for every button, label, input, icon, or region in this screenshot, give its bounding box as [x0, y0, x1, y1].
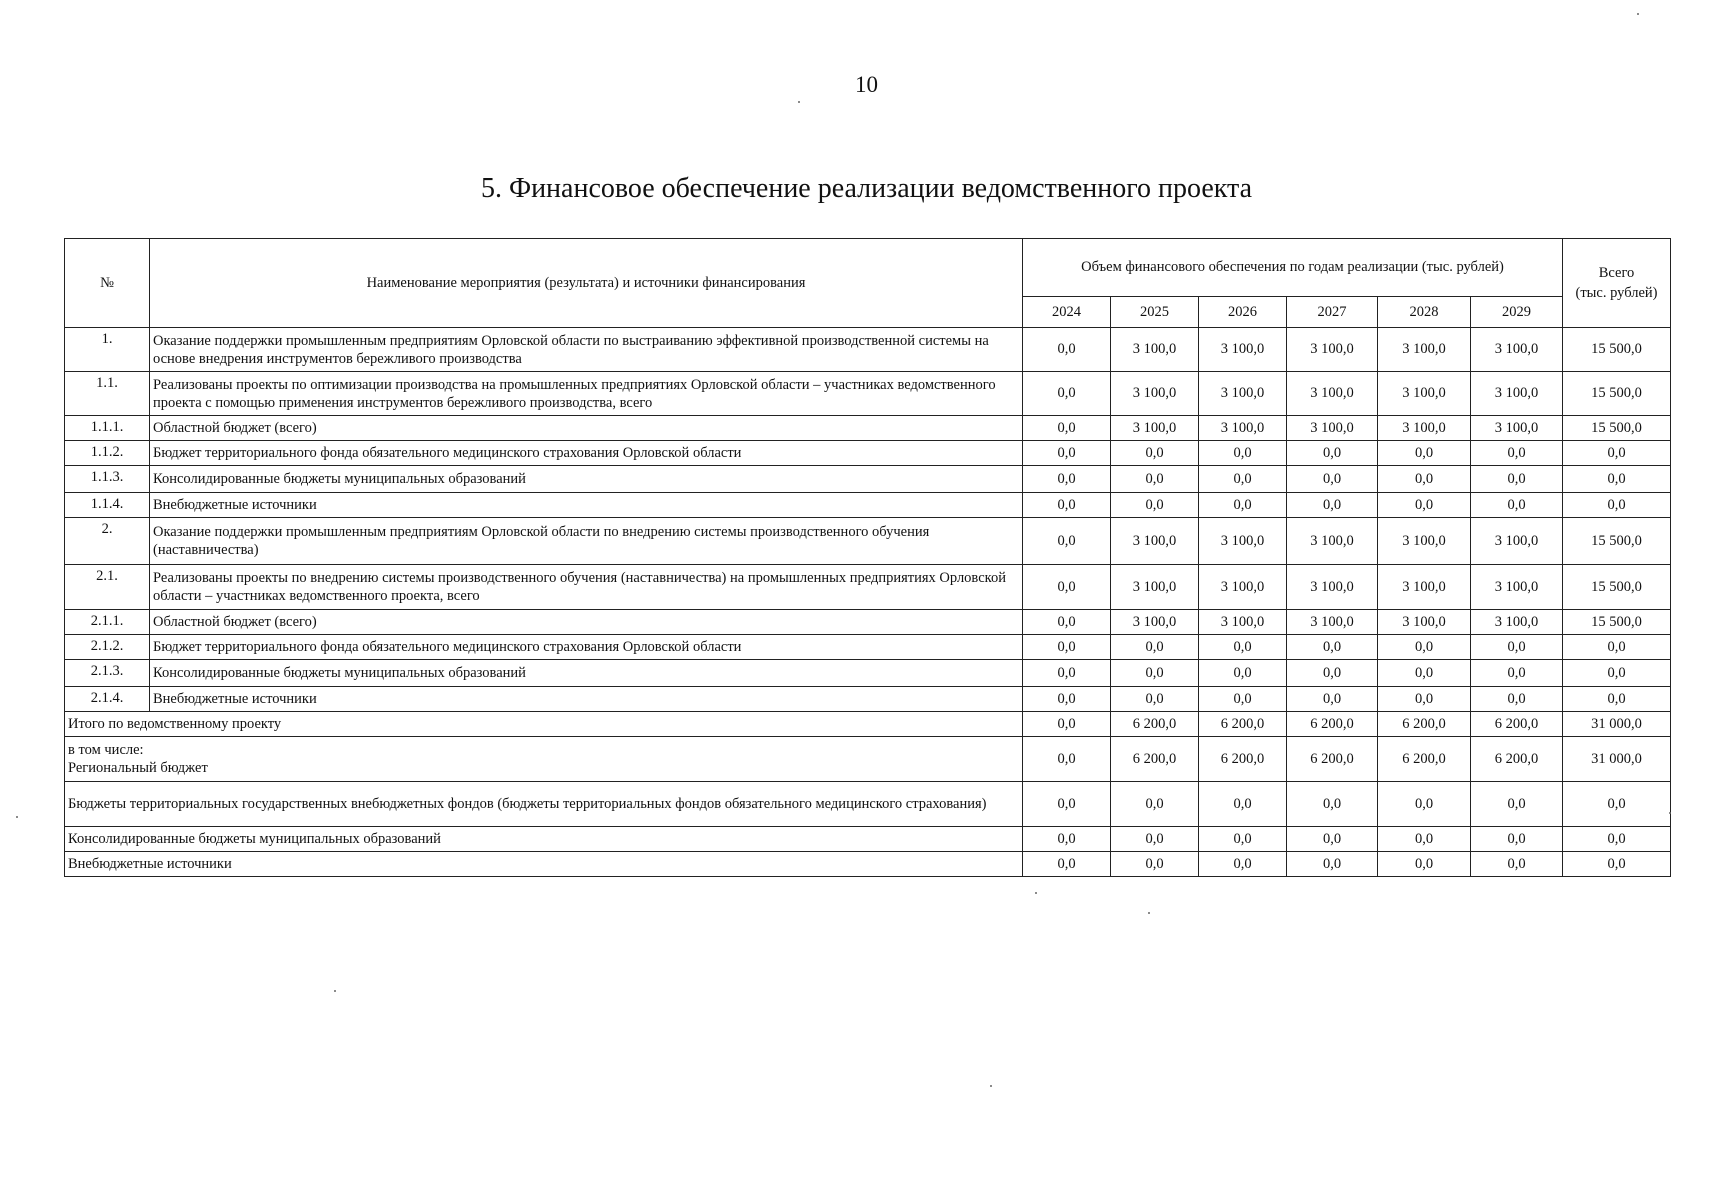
table-row: [65, 610, 1671, 635]
header-year: 2028: [1378, 297, 1471, 328]
row-total: 15 500,0: [1563, 372, 1671, 416]
scan-speck: [1035, 892, 1037, 894]
summary-value: 0,0: [1287, 827, 1378, 852]
scan-speck: [1637, 13, 1639, 15]
row-value: 3 100,0: [1287, 518, 1378, 565]
summary-total: 31 000,0: [1563, 737, 1671, 782]
header-year: 2025: [1111, 297, 1199, 328]
summary-value: 0,0: [1023, 737, 1111, 782]
row-number: 1.1.: [65, 372, 150, 416]
row-value: 3 100,0: [1287, 416, 1378, 441]
table-row: [65, 565, 1671, 610]
summary-total: 0,0: [1563, 852, 1671, 877]
financing-table: [64, 238, 1671, 877]
summary-row: [65, 852, 1671, 877]
header-volume: Объем финансового обеспечения по годам реализации (тыс. рублей): [1023, 239, 1563, 297]
row-value: 0,0: [1023, 441, 1111, 466]
row-value: 3 100,0: [1471, 372, 1563, 416]
row-value: 0,0: [1023, 493, 1111, 518]
summary-label: Консолидированные бюджеты муниципальных образований: [65, 827, 1023, 852]
summary-value: 0,0: [1378, 852, 1471, 877]
financing-table-wrapper: [64, 238, 1670, 877]
row-value: 3 100,0: [1378, 372, 1471, 416]
row-number: 2.1.4.: [65, 687, 150, 712]
summary-value: 6 200,0: [1287, 737, 1378, 782]
header-number: №: [65, 239, 150, 328]
row-value: 0,0: [1287, 466, 1378, 493]
row-value: 0,0: [1023, 466, 1111, 493]
table-row: [65, 441, 1671, 466]
row-value: 0,0: [1378, 493, 1471, 518]
row-name: Внебюджетные источники: [150, 493, 1023, 518]
row-name: Областной бюджет (всего): [150, 416, 1023, 441]
row-value: 3 100,0: [1199, 416, 1287, 441]
row-name: Областной бюджет (всего): [150, 610, 1023, 635]
row-name: Консолидированные бюджеты муниципальных образований: [150, 660, 1023, 687]
row-total: 0,0: [1563, 687, 1671, 712]
row-name: Оказание поддержки промышленным предприятиям Орловской области по внедрению системы производственного обучения (наставничества): [150, 518, 1023, 565]
summary-value: 0,0: [1471, 782, 1563, 827]
summary-value: 0,0: [1378, 827, 1471, 852]
summary-value: 6 200,0: [1471, 712, 1563, 737]
page-number: 10: [855, 72, 878, 97]
scan-speck: [1669, 812, 1671, 814]
summary-value: 0,0: [1111, 852, 1199, 877]
row-value: 0,0: [1111, 687, 1199, 712]
row-value: 3 100,0: [1378, 565, 1471, 610]
header-total-line2: (тыс. рублей): [1575, 285, 1658, 301]
row-value: 0,0: [1287, 441, 1378, 466]
row-value: 0,0: [1199, 466, 1287, 493]
row-value: 3 100,0: [1111, 565, 1199, 610]
row-value: 3 100,0: [1287, 565, 1378, 610]
row-value: 3 100,0: [1287, 328, 1378, 372]
row-name: Внебюджетные источники: [150, 687, 1023, 712]
row-total: 0,0: [1563, 466, 1671, 493]
summary-label: Бюджеты территориальных государственных внебюджетных фондов (бюджеты территориальных фондов обязательного медицинского страхования): [65, 782, 1023, 827]
table-row: [65, 328, 1671, 372]
scan-speck: [16, 816, 18, 818]
header-year: 2029: [1471, 297, 1563, 328]
row-value: 0,0: [1023, 687, 1111, 712]
header-year: 2027: [1287, 297, 1378, 328]
row-value: 3 100,0: [1471, 565, 1563, 610]
row-total: 15 500,0: [1563, 328, 1671, 372]
row-value: 3 100,0: [1111, 328, 1199, 372]
summary-value: 6 200,0: [1111, 712, 1199, 737]
summary-value: 6 200,0: [1378, 737, 1471, 782]
row-name: Реализованы проекты по внедрению системы производственного обучения (наставничества) на промышленных предприятиях Орловской области – участниках ведомственного проекта, всего: [150, 565, 1023, 610]
row-value: 0,0: [1199, 687, 1287, 712]
row-value: 3 100,0: [1378, 518, 1471, 565]
row-number: 1.1.2.: [65, 441, 150, 466]
row-number: 1.1.1.: [65, 416, 150, 441]
row-number: 1.1.4.: [65, 493, 150, 518]
table-row: [65, 660, 1671, 687]
row-total: 0,0: [1563, 660, 1671, 687]
row-value: 0,0: [1471, 687, 1563, 712]
document-title: 5. Финансовое обеспечение реализации ведомственного проекта: [480, 173, 1253, 204]
row-value: 0,0: [1471, 441, 1563, 466]
summary-row: [65, 782, 1671, 827]
row-value: 0,0: [1199, 441, 1287, 466]
row-value: 3 100,0: [1378, 328, 1471, 372]
summary-value: 6 200,0: [1199, 712, 1287, 737]
summary-value: 0,0: [1111, 827, 1199, 852]
table-row: [65, 687, 1671, 712]
summary-label: в том числе: Региональный бюджет: [65, 737, 1023, 782]
row-value: 0,0: [1471, 466, 1563, 493]
row-value: 0,0: [1199, 660, 1287, 687]
summary-label: Внебюджетные источники: [65, 852, 1023, 877]
summary-value: 6 200,0: [1199, 737, 1287, 782]
row-value: 0,0: [1111, 635, 1199, 660]
row-number: 1.: [65, 328, 150, 372]
row-value: 3 100,0: [1378, 610, 1471, 635]
row-number: 2.1.: [65, 565, 150, 610]
row-value: 0,0: [1111, 441, 1199, 466]
summary-row: [65, 712, 1671, 737]
row-value: 0,0: [1287, 687, 1378, 712]
row-value: 0,0: [1199, 493, 1287, 518]
header-name: Наименование мероприятия (результата) и источники финансирования: [150, 239, 1023, 328]
row-name: Реализованы проекты по оптимизации производства на промышленных предприятиях Орловской области – участниках ведомственного проекта с помощью применения инструментов бережливого производства, всего: [150, 372, 1023, 416]
row-value: 3 100,0: [1378, 416, 1471, 441]
table-body: [65, 328, 1671, 877]
summary-value: 0,0: [1287, 782, 1378, 827]
summary-row: [65, 827, 1671, 852]
row-value: 0,0: [1023, 565, 1111, 610]
row-name: Консолидированные бюджеты муниципальных образований: [150, 466, 1023, 493]
row-name: Оказание поддержки промышленным предприятиям Орловской области по выстраиванию эффективной производственной системы на основе внедрения инструментов бережливого производства: [150, 328, 1023, 372]
row-value: 0,0: [1378, 441, 1471, 466]
row-value: 0,0: [1378, 466, 1471, 493]
summary-value: 0,0: [1023, 827, 1111, 852]
row-value: 0,0: [1023, 416, 1111, 441]
summary-label: Итого по ведомственному проекту: [65, 712, 1023, 737]
summary-value: 0,0: [1199, 827, 1287, 852]
table-row: [65, 466, 1671, 493]
row-value: 3 100,0: [1287, 372, 1378, 416]
summary-value: 0,0: [1111, 782, 1199, 827]
header-year: 2024: [1023, 297, 1111, 328]
row-value: 0,0: [1023, 660, 1111, 687]
row-value: 3 100,0: [1199, 372, 1287, 416]
summary-value: 0,0: [1199, 852, 1287, 877]
summary-value: 6 200,0: [1111, 737, 1199, 782]
summary-value: 0,0: [1023, 782, 1111, 827]
scan-speck: [334, 990, 336, 992]
row-value: 3 100,0: [1199, 565, 1287, 610]
row-value: 3 100,0: [1199, 518, 1287, 565]
row-name: Бюджет территориального фонда обязательного медицинского страхования Орловской области: [150, 441, 1023, 466]
row-number: 1.1.3.: [65, 466, 150, 493]
row-total: 0,0: [1563, 441, 1671, 466]
row-value: 3 100,0: [1199, 610, 1287, 635]
row-value: 3 100,0: [1111, 416, 1199, 441]
row-total: 15 500,0: [1563, 610, 1671, 635]
row-number: 2.: [65, 518, 150, 565]
row-value: 0,0: [1287, 660, 1378, 687]
row-number: 2.1.3.: [65, 660, 150, 687]
row-value: 3 100,0: [1471, 518, 1563, 565]
row-value: 0,0: [1023, 328, 1111, 372]
summary-value: 6 200,0: [1378, 712, 1471, 737]
row-number: 2.1.1.: [65, 610, 150, 635]
row-value: 3 100,0: [1111, 372, 1199, 416]
scan-speck: [798, 101, 800, 103]
summary-value: 0,0: [1023, 712, 1111, 737]
row-value: 3 100,0: [1471, 328, 1563, 372]
row-value: 0,0: [1111, 466, 1199, 493]
row-value: 0,0: [1471, 660, 1563, 687]
scan-speck: [1148, 912, 1150, 914]
summary-value: 6 200,0: [1287, 712, 1378, 737]
summary-total: 31 000,0: [1563, 712, 1671, 737]
row-value: 3 100,0: [1471, 416, 1563, 441]
row-value: 0,0: [1287, 635, 1378, 660]
row-total: 15 500,0: [1563, 518, 1671, 565]
summary-value: 6 200,0: [1471, 737, 1563, 782]
header-total-line1: Всего: [1598, 265, 1635, 281]
summary-value: 0,0: [1199, 782, 1287, 827]
row-value: 0,0: [1471, 493, 1563, 518]
table-header-row: [65, 239, 1671, 297]
row-value: 3 100,0: [1111, 518, 1199, 565]
summary-value: 0,0: [1471, 852, 1563, 877]
row-value: 0,0: [1023, 635, 1111, 660]
header-year: 2026: [1199, 297, 1287, 328]
table-row: [65, 493, 1671, 518]
header-total: [1563, 239, 1671, 328]
row-value: 0,0: [1199, 635, 1287, 660]
table-row: [65, 518, 1671, 565]
row-value: 0,0: [1378, 687, 1471, 712]
row-value: 0,0: [1471, 635, 1563, 660]
row-value: 3 100,0: [1287, 610, 1378, 635]
row-value: 0,0: [1023, 610, 1111, 635]
scan-speck: [990, 1085, 992, 1087]
table-row: [65, 372, 1671, 416]
row-total: 0,0: [1563, 635, 1671, 660]
row-number: 2.1.2.: [65, 635, 150, 660]
summary-total: 0,0: [1563, 782, 1671, 827]
row-value: 3 100,0: [1471, 610, 1563, 635]
summary-value: 0,0: [1471, 827, 1563, 852]
row-value: 0,0: [1378, 660, 1471, 687]
summary-value: 0,0: [1378, 782, 1471, 827]
row-value: 0,0: [1023, 518, 1111, 565]
table-row: [65, 635, 1671, 660]
row-value: 3 100,0: [1199, 328, 1287, 372]
row-total: 0,0: [1563, 493, 1671, 518]
row-value: 0,0: [1287, 493, 1378, 518]
table-row: [65, 416, 1671, 441]
row-value: 0,0: [1378, 635, 1471, 660]
row-value: 0,0: [1111, 493, 1199, 518]
row-total: 15 500,0: [1563, 416, 1671, 441]
summary-total: 0,0: [1563, 827, 1671, 852]
row-name: Бюджет территориального фонда обязательного медицинского страхования Орловской области: [150, 635, 1023, 660]
summary-value: 0,0: [1287, 852, 1378, 877]
summary-row: [65, 737, 1671, 782]
row-value: 3 100,0: [1111, 610, 1199, 635]
summary-value: 0,0: [1023, 852, 1111, 877]
row-total: 15 500,0: [1563, 565, 1671, 610]
row-value: 0,0: [1023, 372, 1111, 416]
row-value: 0,0: [1111, 660, 1199, 687]
